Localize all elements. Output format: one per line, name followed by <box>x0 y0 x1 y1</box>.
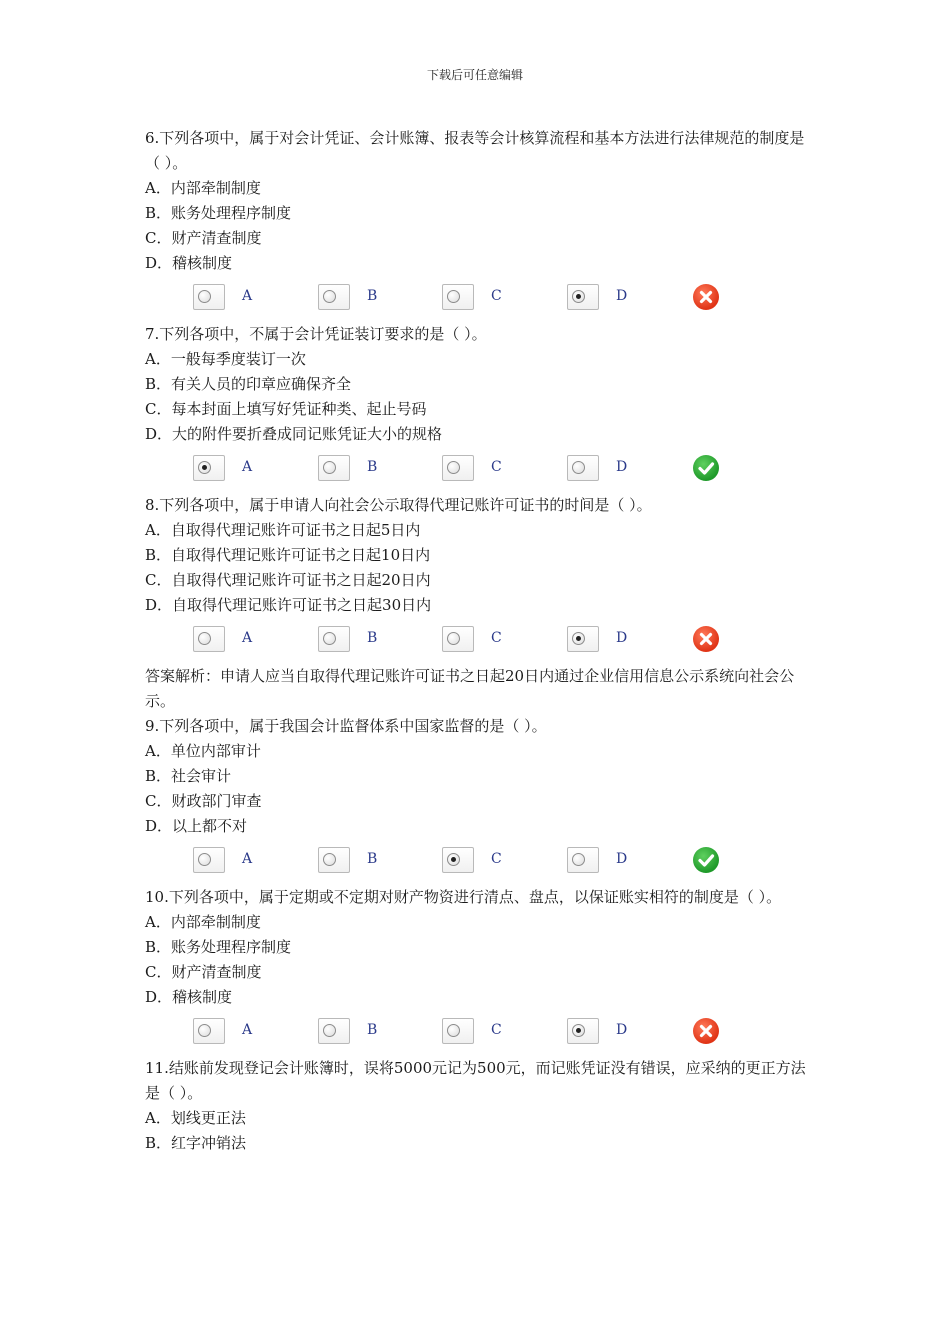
answer-option-label: C <box>491 459 502 475</box>
answer-option-label: C <box>491 1022 502 1038</box>
cross-icon <box>693 284 719 310</box>
radio-button[interactable] <box>198 1024 211 1037</box>
answer-row <box>145 1018 815 1046</box>
option-text: B．红字冲销法 <box>145 1134 247 1152</box>
question-block <box>145 322 815 483</box>
option-text: B．账务处理程序制度 <box>145 938 292 956</box>
radio-box[interactable] <box>193 455 225 481</box>
answer-row <box>145 455 815 483</box>
answer-option-label: D <box>616 851 628 867</box>
radio-button[interactable] <box>323 632 336 645</box>
option-text: C．每本封面上填写好凭证种类、起止号码 <box>145 400 427 418</box>
option-text: B．社会审计 <box>145 767 232 785</box>
answer-option-label: D <box>616 288 628 304</box>
question-stem: 10.下列各项中，属于定期或不定期对财产物资进行清点、盘点，以保证账实相符的制度是（ ）。 <box>145 888 782 906</box>
option-text: C．财产清查制度 <box>145 229 262 247</box>
radio-box[interactable] <box>193 847 225 873</box>
option-text: A．内部牵制制度 <box>145 179 261 197</box>
radio-dot <box>202 465 207 470</box>
answer-option-label: D <box>616 459 628 475</box>
question-block <box>145 1056 815 1156</box>
radio-box[interactable] <box>318 455 350 481</box>
answer-row <box>145 847 815 875</box>
cross-icon <box>693 1018 719 1044</box>
answer-row <box>145 626 815 654</box>
answer-option-label: A <box>242 851 253 867</box>
answer-option-label: B <box>367 630 378 646</box>
radio-box[interactable] <box>318 1018 350 1044</box>
option-text: D．稽核制度 <box>145 988 233 1006</box>
radio-box[interactable] <box>567 284 599 310</box>
radio-button[interactable] <box>447 853 460 866</box>
radio-button[interactable] <box>572 853 585 866</box>
radio-box[interactable] <box>193 626 225 652</box>
answer-option-label: B <box>367 459 378 475</box>
question-stem: 8.下列各项中，属于申请人向社会公示取得代理记账许可证书的时间是（ ）。 <box>145 496 652 514</box>
radio-button[interactable] <box>572 632 585 645</box>
answer-analysis: 答案解析：申请人应当自取得代理记账许可证书之日起20日内通过企业信用信息公示系统向社会公示。 <box>145 667 795 710</box>
answer-option-label: B <box>367 1022 378 1038</box>
radio-box[interactable] <box>567 847 599 873</box>
radio-button[interactable] <box>572 290 585 303</box>
option-text: B．有关人员的印章应确保齐全 <box>145 375 352 393</box>
radio-button[interactable] <box>198 290 211 303</box>
radio-dot <box>576 1028 581 1033</box>
radio-button[interactable] <box>447 1024 460 1037</box>
radio-button[interactable] <box>323 1024 336 1037</box>
option-text: B．账务处理程序制度 <box>145 204 292 222</box>
radio-button[interactable] <box>447 461 460 474</box>
option-text: A．一般每季度装订一次 <box>145 350 306 368</box>
option-text: C．自取得代理记账许可证书之日起20日内 <box>145 571 431 589</box>
radio-dot <box>576 636 581 641</box>
option-text: A．内部牵制制度 <box>145 913 261 931</box>
option-text: A．划线更正法 <box>145 1109 246 1127</box>
radio-dot <box>451 857 456 862</box>
answer-option-label: C <box>491 851 502 867</box>
option-text: A．单位内部审计 <box>145 742 261 760</box>
question-block <box>145 714 815 875</box>
radio-box[interactable] <box>442 626 474 652</box>
radio-button[interactable] <box>572 461 585 474</box>
radio-box[interactable] <box>318 284 350 310</box>
answer-option-label: C <box>491 630 502 646</box>
radio-button[interactable] <box>198 853 211 866</box>
radio-button[interactable] <box>323 461 336 474</box>
question-stem: 7.下列各项中，不属于会计凭证装订要求的是（ ）。 <box>145 325 487 343</box>
radio-button[interactable] <box>447 632 460 645</box>
option-text: B．自取得代理记账许可证书之日起10日内 <box>145 546 431 564</box>
option-text: D．稽核制度 <box>145 254 233 272</box>
check-icon <box>693 455 719 481</box>
question-block <box>145 885 815 1046</box>
answer-option-label: D <box>616 1022 628 1038</box>
answer-option-label: A <box>242 459 253 475</box>
radio-button[interactable] <box>323 853 336 866</box>
option-text: A．自取得代理记账许可证书之日起5日内 <box>145 521 421 539</box>
radio-button[interactable] <box>447 290 460 303</box>
cross-icon <box>693 626 719 652</box>
option-text: D．自取得代理记账许可证书之日起30日内 <box>145 596 432 614</box>
answer-option-label: A <box>242 630 253 646</box>
question-block <box>145 126 815 312</box>
answer-row <box>145 284 815 312</box>
option-text: C．财产清查制度 <box>145 963 262 981</box>
radio-button[interactable] <box>198 461 211 474</box>
quiz-content <box>145 126 815 1156</box>
radio-button[interactable] <box>572 1024 585 1037</box>
check-icon <box>693 847 719 873</box>
radio-box[interactable] <box>567 1018 599 1044</box>
question-stem: 6.下列各项中，属于对会计凭证、会计账簿、报表等会计核算流程和基本方法进行法律规范的制度是（ ）。 <box>145 129 805 172</box>
answer-option-label: D <box>616 630 628 646</box>
option-text: D．大的附件要折叠成同记账凭证大小的规格 <box>145 425 443 443</box>
radio-box[interactable] <box>567 455 599 481</box>
answer-option-label: A <box>242 1022 253 1038</box>
radio-button[interactable] <box>198 632 211 645</box>
question-stem: 9.下列各项中，属于我国会计监督体系中国家监督的是（ ）。 <box>145 717 547 735</box>
question-stem: 11.结账前发现登记会计账簿时，误将5000元记为500元，而记账凭证没有错误，应采纳的更正方法是（ ）。 <box>145 1059 806 1102</box>
radio-box[interactable] <box>318 847 350 873</box>
option-text: C．财政部门审查 <box>145 792 262 810</box>
radio-box[interactable] <box>442 284 474 310</box>
radio-box[interactable] <box>193 1018 225 1044</box>
answer-option-label: B <box>367 851 378 867</box>
option-text: D．以上都不对 <box>145 817 248 835</box>
answer-option-label: C <box>491 288 502 304</box>
radio-box[interactable] <box>318 626 350 652</box>
question-block <box>145 493 815 714</box>
radio-box[interactable] <box>442 1018 474 1044</box>
radio-button[interactable] <box>323 290 336 303</box>
answer-option-label: B <box>367 288 378 304</box>
radio-box[interactable] <box>442 455 474 481</box>
radio-box[interactable] <box>442 847 474 873</box>
page-header: 下载后可任意编辑 <box>426 68 523 82</box>
answer-option-label: A <box>242 288 253 304</box>
radio-dot <box>576 294 581 299</box>
radio-box[interactable] <box>567 626 599 652</box>
radio-box[interactable] <box>193 284 225 310</box>
